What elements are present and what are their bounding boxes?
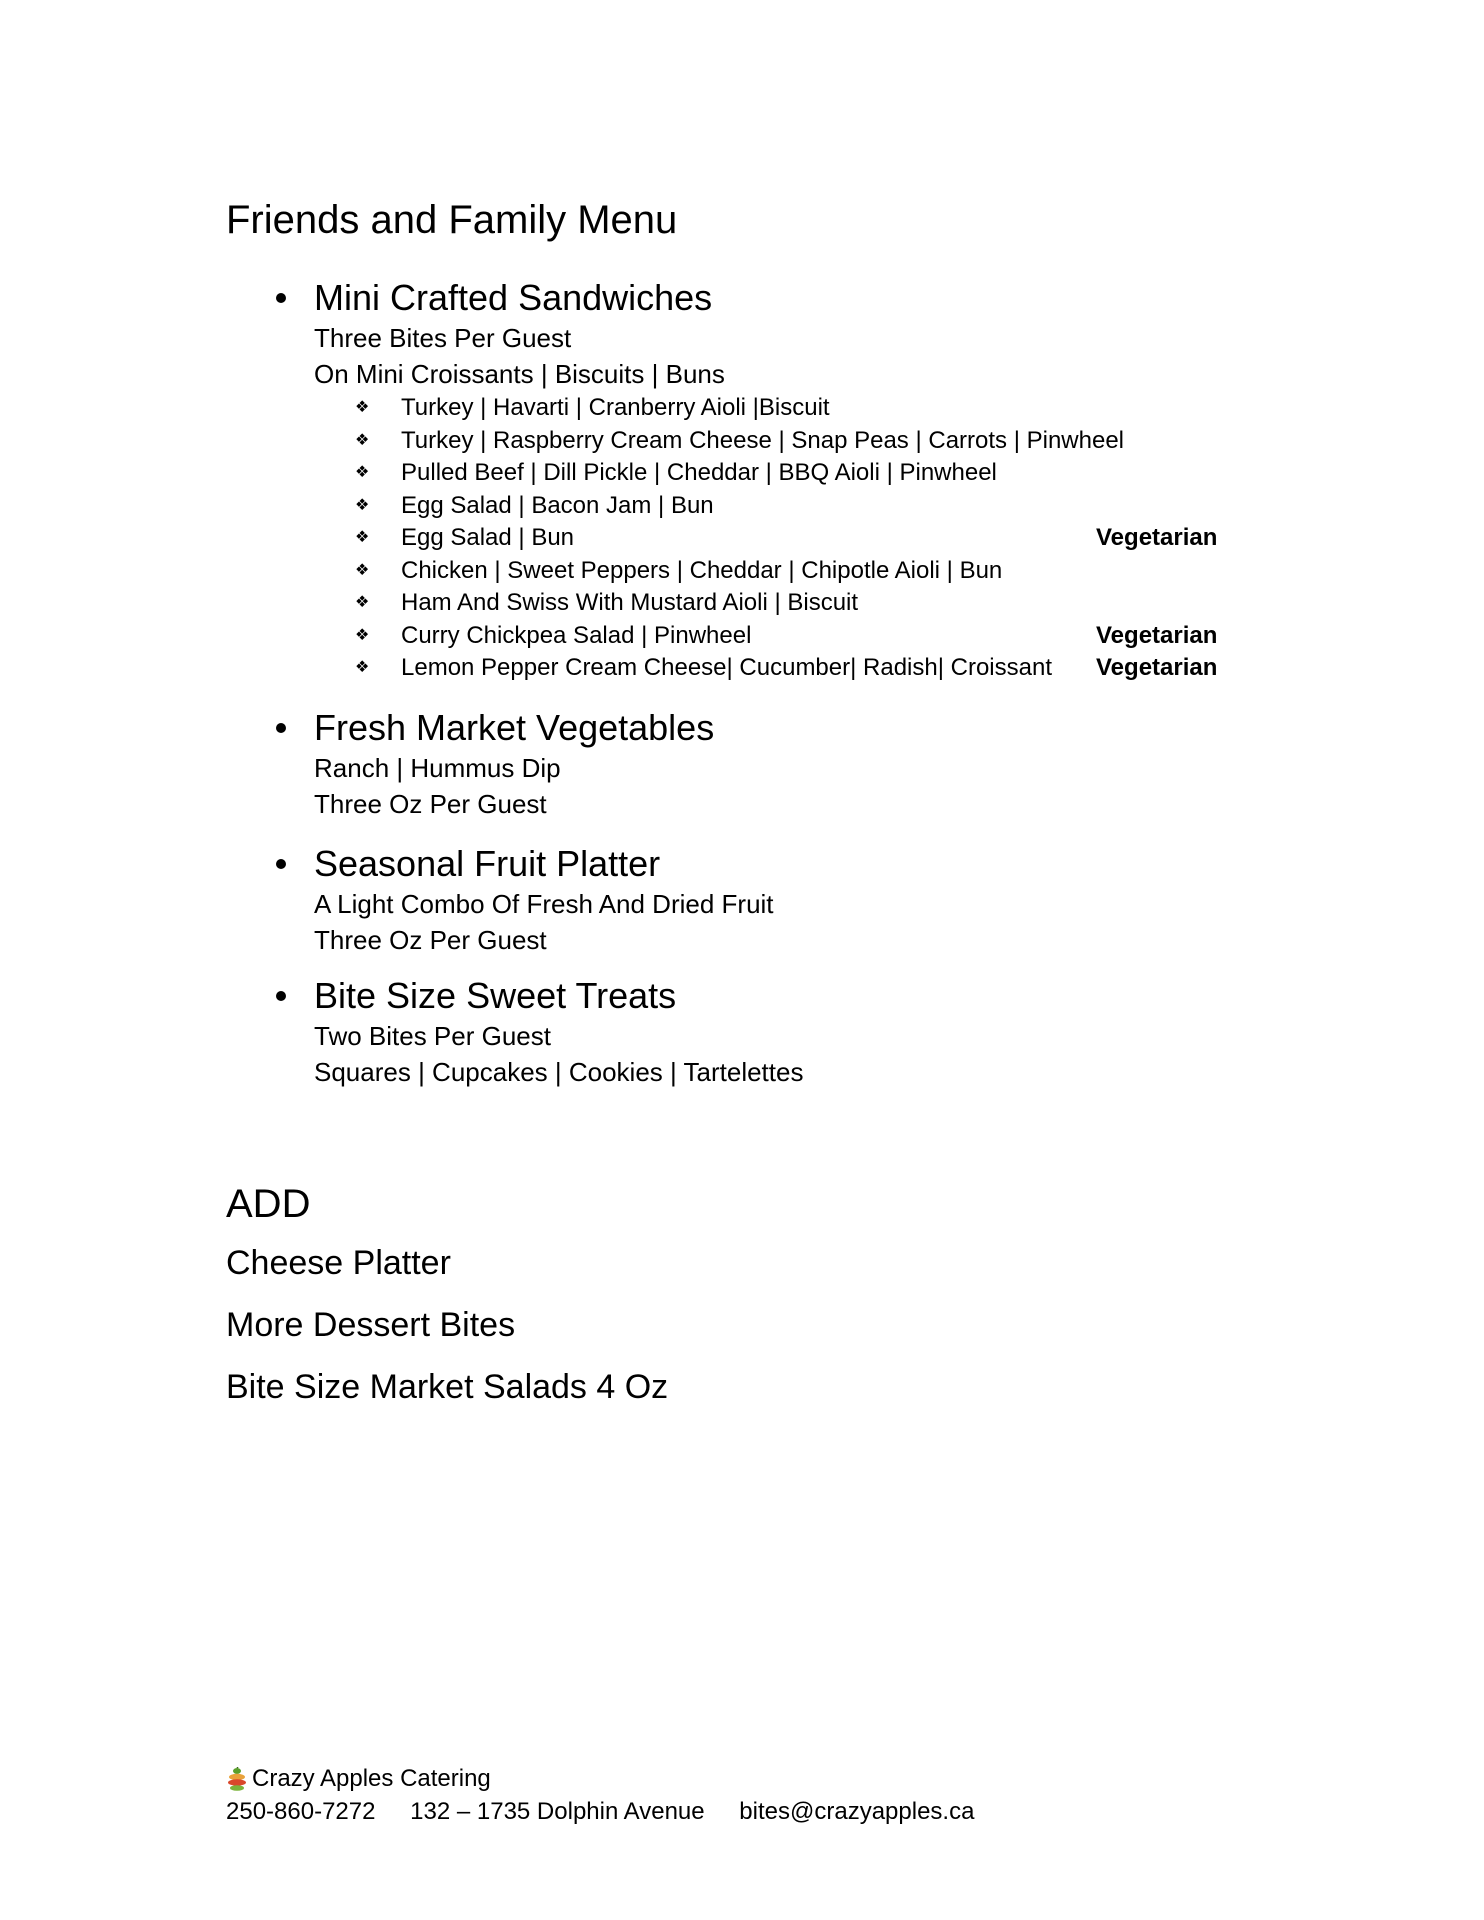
item-text: Lemon Pepper Cream Cheese| Cucumber| Radish| Croissant [401, 654, 1052, 681]
list-item [226, 555, 1266, 588]
item-text: Egg Salad | Bun [401, 524, 575, 551]
list-item [226, 522, 1266, 555]
section-bite-size-sweet-treats [226, 974, 1266, 1090]
company-name: Crazy Apples Catering [252, 1765, 491, 1792]
section-note: Two Bites Per Guest [314, 1021, 551, 1051]
section-note: Squares | Cupcakes | Cookies | Tartelettes [314, 1057, 804, 1087]
add-on-item: More Dessert Bites [226, 1306, 516, 1344]
section-note: On Mini Croissants | Biscuits | Buns [314, 359, 725, 389]
sandwich-list [226, 392, 1266, 685]
address: 132 – 1735 Dolphin Avenue [410, 1798, 705, 1825]
list-item [226, 457, 1266, 490]
list-item [226, 490, 1266, 523]
apple-stack-icon [226, 1767, 248, 1791]
section-seasonal-fruit-platter [226, 842, 1266, 958]
section-note: Three Oz Per Guest [314, 789, 547, 819]
add-ons [226, 1180, 668, 1428]
phone-number: 250-860-7272 [226, 1798, 376, 1825]
list-item [226, 587, 1266, 620]
item-text: Ham And Swiss With Mustard Aioli | Biscuit [401, 589, 859, 616]
section-mini-crafted-sandwiches [226, 276, 1266, 685]
diamond-bullet-icon: ❖ [355, 399, 370, 416]
email-address: bites@crazyapples.ca [739, 1798, 975, 1825]
section-title: Bite Size Sweet Treats [314, 975, 677, 1016]
section-title: Seasonal Fruit Platter [314, 843, 661, 884]
diamond-bullet-icon: ❖ [355, 659, 370, 676]
page-title: Friends and Family Menu [226, 198, 678, 242]
diamond-bullet-icon: ❖ [355, 529, 370, 546]
section-note: Three Bites Per Guest [314, 323, 572, 353]
diamond-bullet-icon: ❖ [355, 464, 370, 481]
item-text: Pulled Beef | Dill Pickle | Cheddar | BBQ Aioli | Pinwheel [401, 459, 997, 486]
item-text: Chicken | Sweet Peppers | Cheddar | Chipotle Aioli | Bun [401, 556, 1003, 584]
item-text: Egg Salad | Bacon Jam | Bun [401, 491, 714, 519]
list-item [226, 652, 1266, 685]
vegetarian-tag: Vegetarian [1096, 621, 1218, 649]
section-title: Mini Crafted Sandwiches [314, 277, 713, 318]
list-item [226, 392, 1266, 425]
diamond-bullet-icon: ❖ [355, 626, 370, 644]
section-note: Three Oz Per Guest [314, 925, 547, 955]
item-text: Turkey | Havarti | Cranberry Aioli |Biscuit [401, 394, 830, 421]
bullet-icon [276, 859, 286, 869]
section-title: Fresh Market Vegetables [314, 707, 715, 748]
list-item [226, 620, 1266, 653]
add-on-item: Cheese Platter [226, 1244, 451, 1282]
bullet-icon [276, 991, 286, 1001]
section-note: Ranch | Hummus Dip [314, 753, 561, 783]
bullet-icon [276, 293, 286, 303]
item-text: Curry Chickpea Salad | Pinwheel [401, 621, 752, 649]
item-text: Turkey | Raspberry Cream Cheese | Snap Peas | Carrots | Pinwheel [401, 426, 1125, 454]
diamond-bullet-icon: ❖ [355, 496, 370, 514]
diamond-bullet-icon: ❖ [355, 594, 370, 611]
list-item [226, 425, 1266, 458]
add-on-item: Bite Size Market Salads 4 Oz [226, 1368, 669, 1406]
section-fresh-market-vegetables [226, 706, 1266, 822]
diamond-bullet-icon: ❖ [355, 431, 370, 449]
vegetarian-tag: Vegetarian [1096, 654, 1218, 681]
vegetarian-tag: Vegetarian [1096, 524, 1218, 551]
bullet-icon [276, 723, 286, 733]
section-note: A Light Combo Of Fresh And Dried Fruit [314, 889, 774, 919]
diamond-bullet-icon: ❖ [355, 561, 370, 579]
footer [226, 1763, 1002, 1829]
add-ons-title: ADD [226, 1182, 311, 1226]
